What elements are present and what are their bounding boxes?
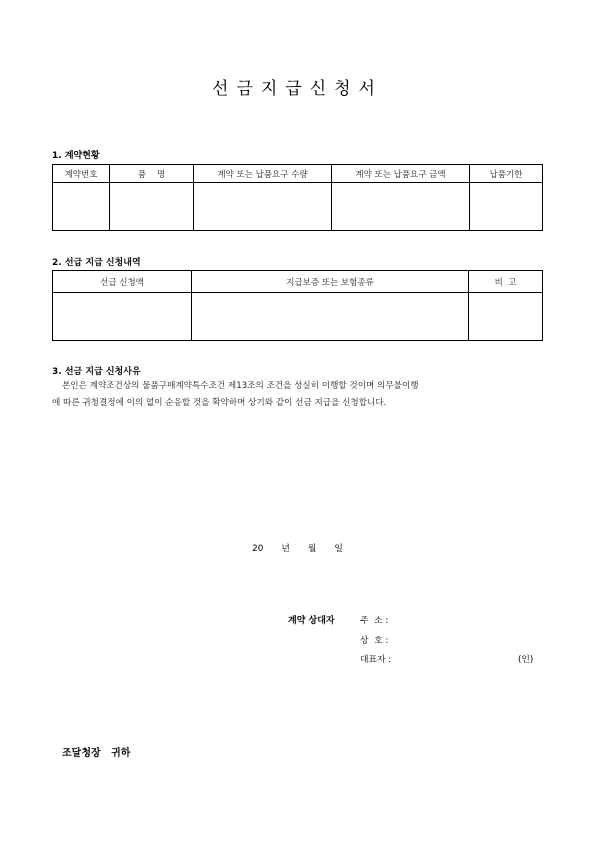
cell-remarks[interactable]	[469, 293, 543, 341]
document-title: 선금지급신청서	[212, 79, 383, 99]
advance-request-table	[52, 270, 543, 341]
col-request-amount: 선급 신청액	[53, 271, 192, 293]
col-contract-number: 계약번호	[53, 165, 110, 183]
section2-heading: 2. 선급 지급 신청내역	[52, 258, 141, 268]
date-day-unit: 일	[334, 544, 343, 554]
col-delivery-deadline: 납품기한	[470, 165, 543, 183]
cell-amount[interactable]	[332, 183, 470, 231]
col-item-name: 품 명	[110, 165, 194, 183]
cell-delivery-deadline[interactable]	[470, 183, 543, 231]
section1-heading: 1. 계약현황	[52, 151, 100, 161]
request-reason-text	[52, 378, 547, 412]
date-month-unit: 월	[307, 544, 317, 554]
seal-mark: (인)	[518, 655, 534, 665]
cell-request-amount[interactable]	[53, 293, 192, 341]
recipient: 조달청장 귀하	[62, 748, 131, 759]
reason-line-2: 에 따른 귀청결정에 이의 없이 순응할 것을 확약하며 상기와 같이 선금 지급을 신청합니다.	[52, 398, 387, 408]
section3-heading: 3. 선금 지급 신청사유	[52, 367, 141, 377]
address-field[interactable]: 주 소 :	[360, 616, 389, 626]
col-quantity: 계약 또는 납품요구 수량	[194, 165, 332, 183]
cell-item-name[interactable]	[110, 183, 194, 231]
company-field[interactable]: 상 호 :	[360, 636, 389, 646]
cell-contract-number[interactable]	[53, 183, 110, 231]
contract-status-table	[52, 164, 543, 231]
date-year: 20	[252, 544, 264, 554]
cell-quantity[interactable]	[194, 183, 332, 231]
date-year-unit: 년	[281, 544, 290, 554]
reason-line-1: 본인은 계약조건상의 물품구매계약특수조건 제13조의 조건을 성실히 이행할 것이며 의무불이행	[62, 381, 419, 391]
representative-field[interactable]: 대표자 :	[360, 655, 392, 665]
date-line	[0, 541, 595, 554]
contractor-label: 계약 상대자	[288, 616, 335, 626]
cell-guarantee-type[interactable]	[192, 293, 469, 341]
col-remarks: 비 고	[469, 271, 543, 293]
col-guarantee-type: 지급보증 또는 보험종류	[192, 271, 469, 293]
col-amount: 계약 또는 납품요구 금액	[332, 165, 470, 183]
